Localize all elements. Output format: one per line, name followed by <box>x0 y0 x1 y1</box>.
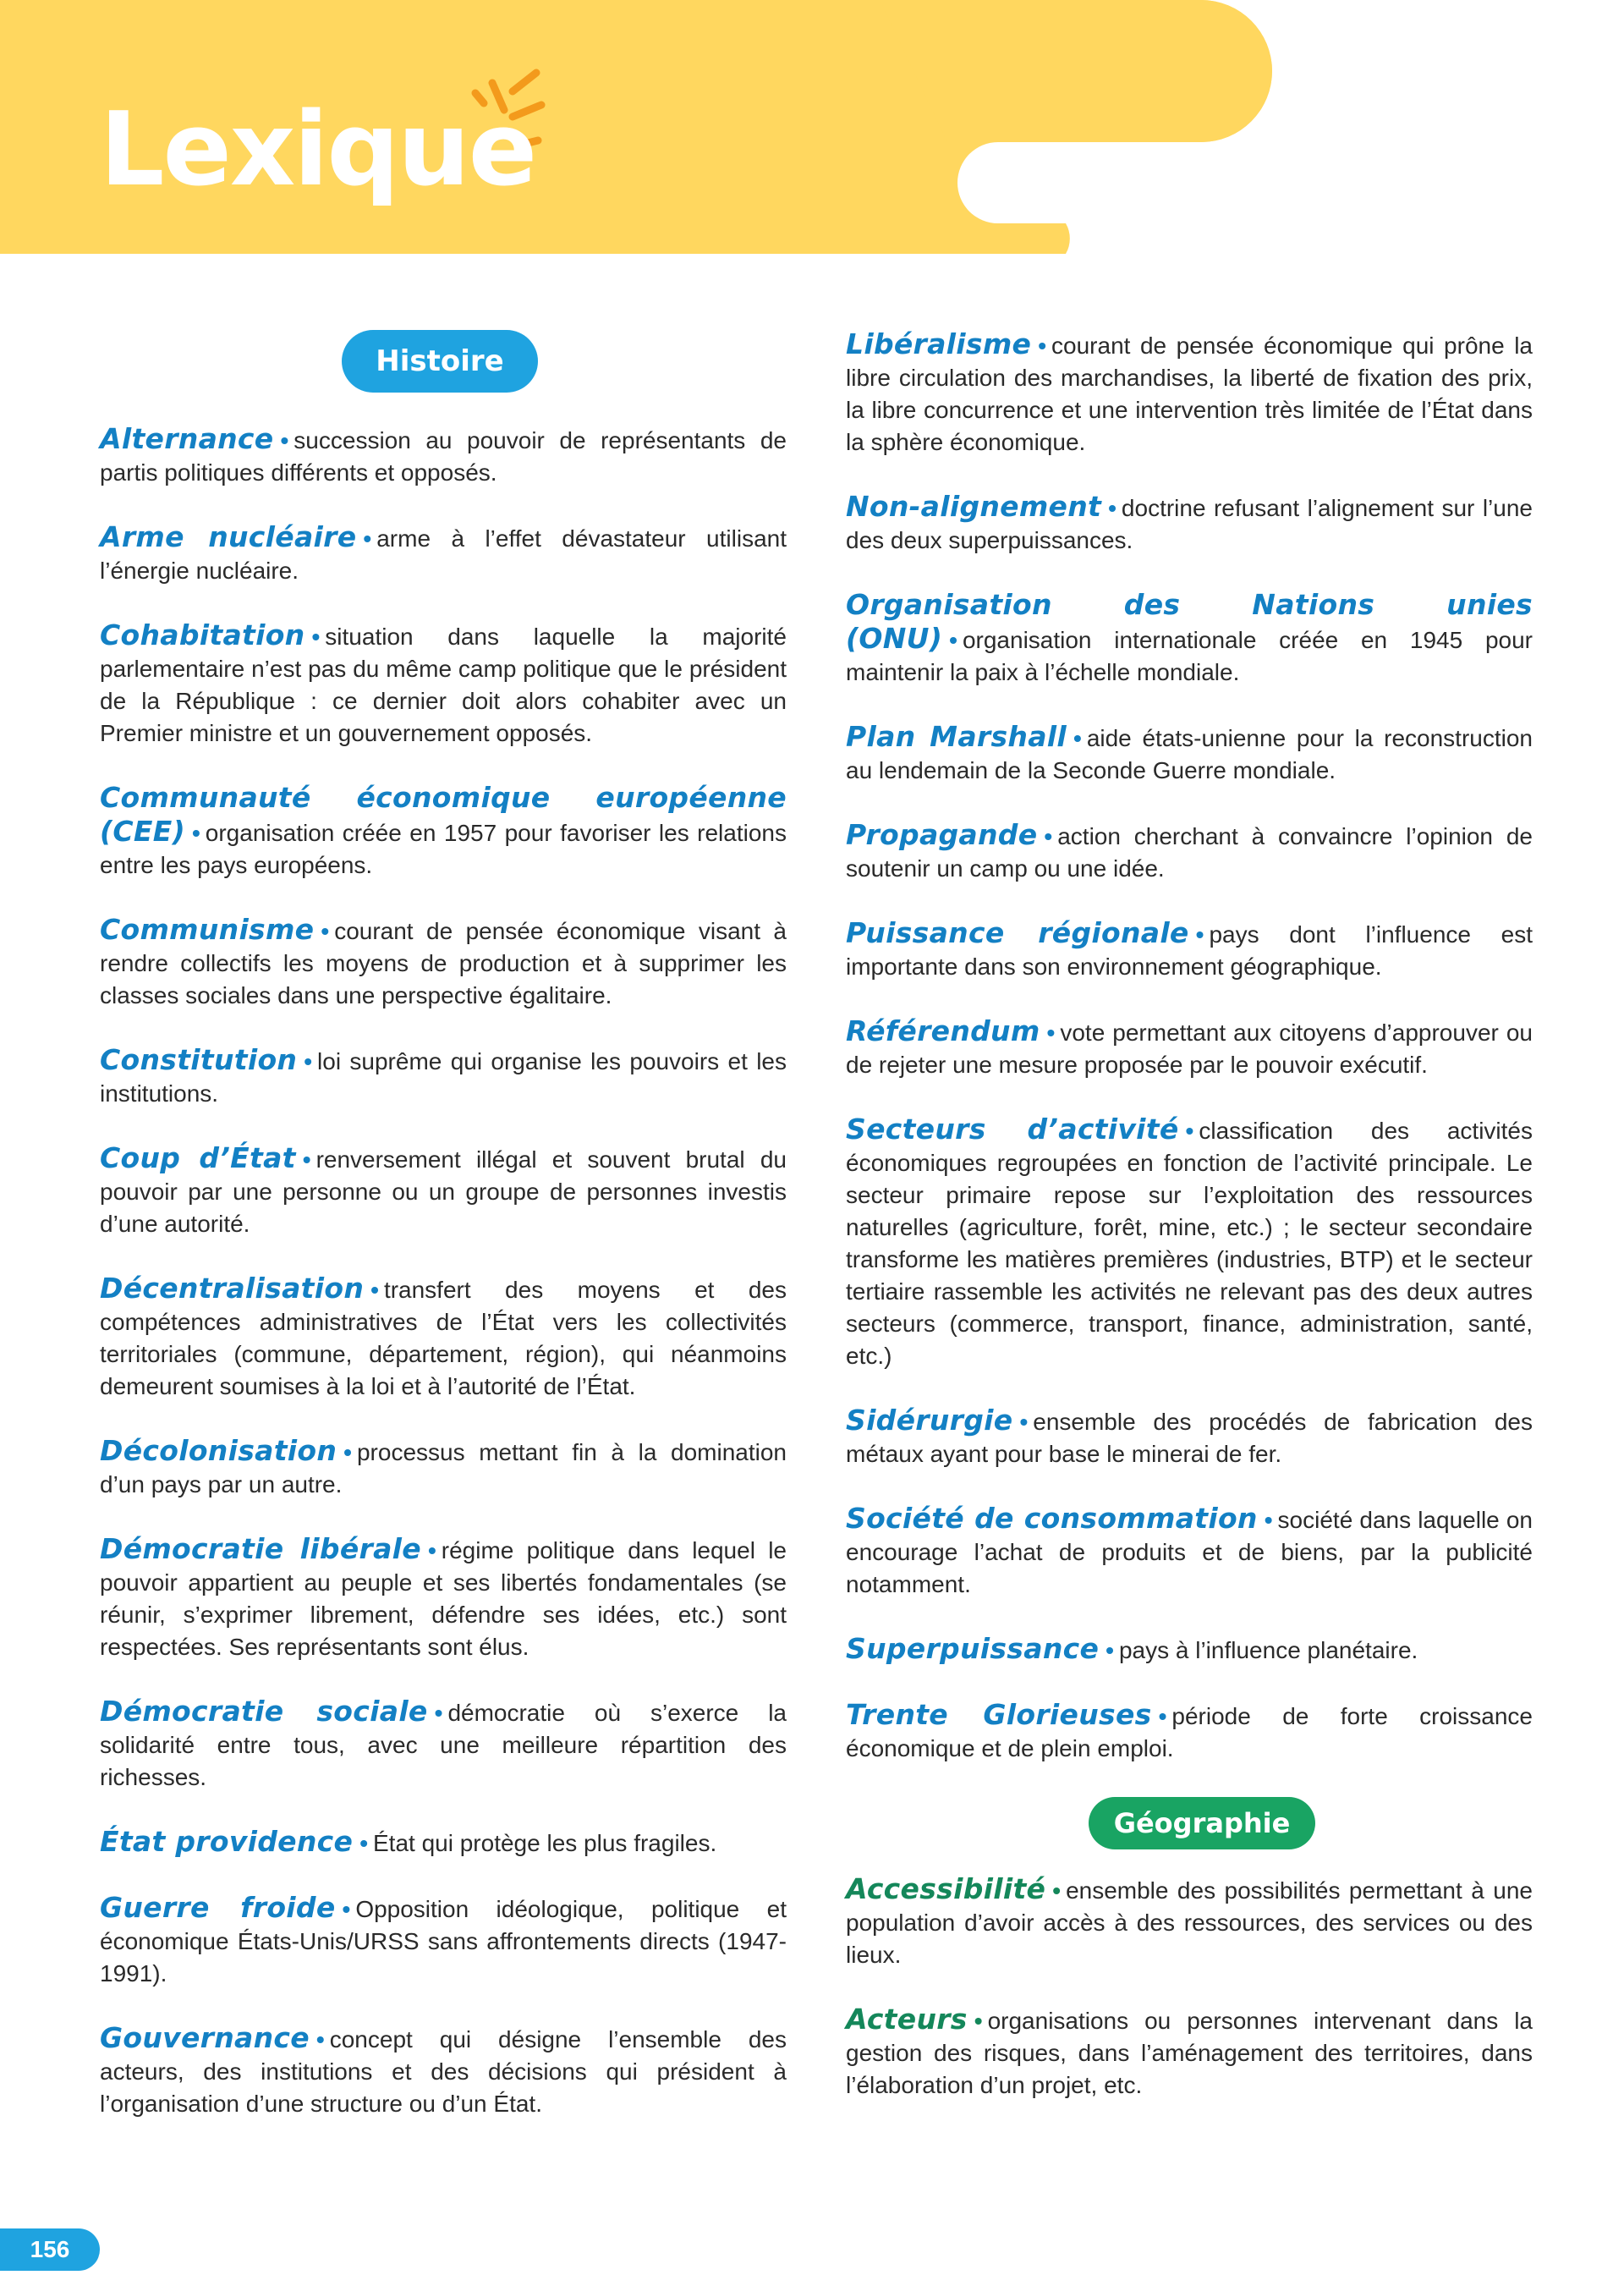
lexicon-term: Coup d’État <box>100 1141 296 1174</box>
bullet-icon: • <box>1073 725 1082 751</box>
bullet-icon: • <box>1108 495 1116 521</box>
left-column <box>100 330 787 2152</box>
bullet-icon: • <box>434 1700 443 1726</box>
lexicon-term: Sidérurgie <box>846 1404 1013 1437</box>
lexicon-entry <box>100 1695 787 1794</box>
lexicon-term: Acteurs <box>846 2003 968 2036</box>
right-column <box>846 328 1533 2134</box>
lexicon-entry <box>846 1873 1533 1971</box>
lexicon-entry <box>100 619 787 750</box>
lexicon-entry <box>100 1892 787 1990</box>
lexicon-definition: loi suprême qui organise les pouvoirs et les institutions. <box>100 1048 787 1107</box>
bullet-icon: • <box>370 1277 379 1303</box>
lexicon-entry <box>846 1699 1533 1765</box>
bullet-icon: • <box>315 2026 325 2052</box>
lexicon-term: Communauté économique européenne (CEE) <box>100 781 787 848</box>
bullet-icon: • <box>302 1146 311 1173</box>
lexicon-entry <box>846 328 1533 459</box>
lexicon-entry <box>100 1142 787 1240</box>
lexicon-definition: succession au pouvoir de représentants de partis politiques différents et opposés. <box>100 427 787 486</box>
lexicon-entry <box>100 521 787 587</box>
bullet-icon: • <box>1185 1118 1194 1144</box>
lexicon-definition: arme à l’effet dévastateur utilisant l’énergie nucléaire. <box>100 525 787 584</box>
lexicon-definition: renversement illégal et souvent brutal du pouvoir par une personne ou un groupe de personnes investis d’une autorité. <box>100 1146 787 1237</box>
lexicon-term: Démocratie sociale <box>100 1695 428 1728</box>
lexicon-definition: vote permettant aux citoyens d’approuver ou de rejeter une mesure proposée par le pouvoir exécutif. <box>846 1019 1533 1078</box>
lexicon-definition: pays dont l’influence est importante dans son environnement géographique. <box>846 921 1533 980</box>
lexicon-definition: pays à l’influence planétaire. <box>1118 1637 1418 1663</box>
lexicon-definition: période de forte croissance économique et de plein emploi. <box>846 1703 1533 1761</box>
lexicon-entry <box>846 917 1533 983</box>
lexicon-definition: classification des activités économiques regroupées en fonction de l’activité principale. Le secteur primaire repose sur l’exploitation des ressources naturelles (agriculture, forêt, mine, etc.) ; le secteur secondaire transforme les matières premières (industries, BTP) et le secteur tertiaire rassemble les activités ne relevant pas des deux autres secteurs (commerce, transport, finance, administration, santé, etc.) <box>846 1118 1533 1369</box>
lexicon-entry <box>100 1435 787 1501</box>
lexicon-term: Société de consommation <box>846 1502 1258 1535</box>
bullet-icon: • <box>1264 1507 1273 1533</box>
lexicon-definition: courant de pensée économique visant à rendre collectifs les moyens de production et à supprimer les classes sociales dans une perspective égalitaire. <box>100 918 787 1008</box>
lexicon-term: Trente Glorieuses <box>846 1698 1152 1731</box>
lexicon-definition: situation dans laquelle la majorité parlementaire n’est pas du même camp politique que le président de la République : ce dernier doit alors cohabiter avec un Premier ministre et un gouvernement opposés. <box>100 624 787 746</box>
bullet-icon: • <box>191 820 200 846</box>
lexicon-entry <box>846 1633 1533 1667</box>
lexicon-term: Non-alignement <box>846 490 1102 523</box>
lexicon-definition: ensemble des possibilités permettant à une population d’avoir accès à des ressources, des services ou des lieux. <box>846 1877 1533 1968</box>
lexicon-entry <box>100 1826 787 1860</box>
page-number: 156 <box>0 2228 100 2271</box>
lexicon-entry <box>846 491 1533 557</box>
bullet-icon: • <box>1106 1637 1114 1663</box>
lexicon-term: Référendum <box>846 1014 1040 1047</box>
lexicon-entry <box>100 1044 787 1110</box>
bullet-icon: • <box>974 2008 983 2034</box>
lexicon-definition: démocratie où s’exerce la solidarité entre tous, avec une meilleure répartition des richesses. <box>100 1700 787 1790</box>
lexicon-definition: processus mettant fin à la domination d’un pays par un autre. <box>100 1439 787 1497</box>
lexicon-term: Secteurs d’activité <box>846 1113 1179 1146</box>
bullet-icon: • <box>949 627 957 653</box>
lexicon-term: Démocratie libérale <box>100 1532 421 1565</box>
lexicon-term: État providence <box>100 1825 354 1858</box>
lexicon-entry <box>846 1113 1533 1372</box>
lexicon-entry <box>100 1533 787 1663</box>
bullet-icon: • <box>1019 1409 1029 1435</box>
lexicon-term: Arme nucléaire <box>100 520 357 553</box>
lexicon-term: Constitution <box>100 1043 298 1076</box>
lexicon-definition: régime politique dans lequel le pouvoir appartient au peuple et ses libertés fondamentales (se réunir, s’exprimer librement, défendre ses idées, etc.) sont respectées. Ses représentants sont élus. <box>100 1537 787 1660</box>
lexicon-definition: organisation internationale créée en 1945 pour maintenir la paix à l’échelle mondiale. <box>846 627 1533 685</box>
lexicon-entry <box>846 2003 1533 2102</box>
lexicon-definition: transfert des moyens et des compétences administratives de l’État vers les collectivités territoriales (commune, département, région), qui néanmoins demeurent soumises à la loi et à l’autorité de l’État. <box>100 1277 787 1399</box>
bullet-icon: • <box>1195 921 1204 948</box>
lexicon-term: Communisme <box>100 913 315 946</box>
bullet-icon: • <box>359 1830 368 1856</box>
lexicon-term: Gouvernance <box>100 2021 310 2054</box>
lexicon-definition: ensemble des procédés de fabrication des métaux ayant pour base le minerai de fer. <box>846 1409 1533 1467</box>
bullet-icon: • <box>363 525 372 552</box>
lexicon-definition: État qui protège les plus fragiles. <box>373 1830 717 1856</box>
lexicon-entry <box>100 423 787 489</box>
lexicon-entry <box>846 721 1533 787</box>
lexicon-entry <box>100 2022 787 2120</box>
lexicon-entry <box>846 1015 1533 1081</box>
bullet-icon: • <box>304 1048 313 1074</box>
lexicon-definition: société dans laquelle on encourage l’achat de produits et de biens, par la publicité notamment. <box>846 1507 1533 1597</box>
lexicon-entry <box>846 819 1533 885</box>
bullet-icon: • <box>427 1537 436 1563</box>
lexicon-entry <box>846 1404 1533 1470</box>
lexicon-entry <box>100 914 787 1012</box>
lexicon-entry <box>846 589 1533 689</box>
lexicon-term: Plan Marshall <box>846 720 1067 753</box>
lexicon-term: Libéralisme <box>846 327 1032 360</box>
lexicon-entry <box>846 1503 1533 1601</box>
bullet-icon: • <box>1158 1703 1167 1729</box>
bullet-icon: • <box>343 1439 352 1465</box>
lexicon-term: Décentralisation <box>100 1272 365 1305</box>
lexicon-entry <box>100 782 787 882</box>
geographie-heading: Géographie <box>1089 1797 1316 1849</box>
lexicon-definition: action cherchant à convaincre l’opinion de soutenir un camp ou une idée. <box>846 823 1533 882</box>
bullet-icon: • <box>280 427 289 453</box>
lexicon-entry <box>100 1272 787 1403</box>
lexicon-definition: concept qui désigne l’ensemble des acteurs, des institutions et des décisions qui président à l’organisation d’une structure ou d’un État. <box>100 2026 787 2117</box>
bullet-icon: • <box>1052 1877 1062 1904</box>
bullet-icon: • <box>311 624 321 650</box>
lexicon-definition: Opposition idéologique, politique et économique États-Unis/URSS sans affrontements directs (1947-1991). <box>100 1896 787 1987</box>
bullet-icon: • <box>1044 823 1053 849</box>
lexicon-term: Puissance régionale <box>846 916 1189 949</box>
page-title: Lexique <box>100 91 536 209</box>
bullet-icon: • <box>1038 332 1047 359</box>
bullet-icon: • <box>321 918 330 944</box>
lexicon-definition: doctrine refusant l’alignement sur l’une des deux superpuissances. <box>846 495 1533 553</box>
bullet-icon: • <box>342 1896 351 1922</box>
lexicon-term: Propagande <box>846 818 1038 851</box>
lexicon-term: Guerre froide <box>100 1891 336 1924</box>
lexicon-term: Décolonisation <box>100 1434 337 1467</box>
lexicon-definition: organisation créée en 1957 pour favoriser les relations entre les pays européens. <box>100 820 787 878</box>
lexicon-term: Organisation des Nations unies (ONU) <box>846 588 1533 655</box>
lexicon-definition: courant de pensée économique qui prône la libre circulation des marchandises, la liberté de fixation des prix, la libre concurrence et une intervention très limitée de l’État dans la sphère économique. <box>846 332 1533 455</box>
lexicon-definition: organisations ou personnes intervenant dans la gestion des risques, dans l’aménagement des territoires, dans l’élaboration d’un projet, etc. <box>846 2008 1533 2098</box>
lexicon-term: Accessibilité <box>846 1872 1046 1905</box>
lexicon-term: Cohabitation <box>100 618 305 651</box>
lexicon-definition: aide états-unienne pour la reconstruction au lendemain de la Seconde Guerre mondiale. <box>846 725 1533 783</box>
lexicon-term: Superpuissance <box>846 1632 1100 1665</box>
histoire-heading: Histoire <box>342 330 537 393</box>
bullet-icon: • <box>1046 1019 1056 1046</box>
lexicon-term: Alternance <box>100 422 274 455</box>
